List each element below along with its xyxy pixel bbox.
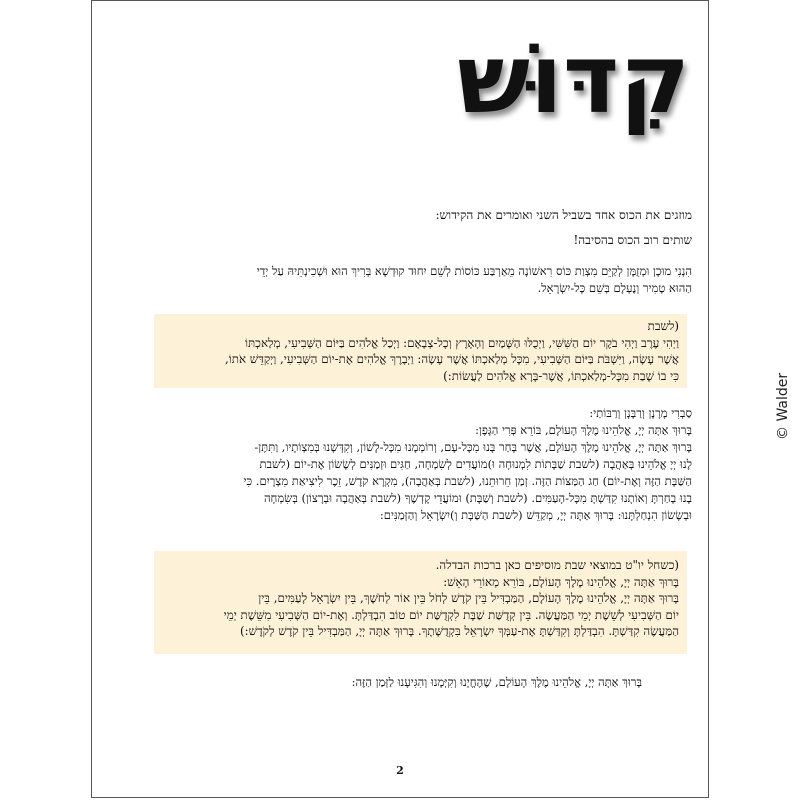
preparation-line-2: הַהוּא טָמִיר וְנֶעְלָם בְּשֵׁם כָּל-יִשְׂרָאֵל. — [537, 281, 692, 295]
kiddush-paragraph — [104, 405, 692, 524]
copyright-text: © Walder — [775, 372, 791, 440]
havdalah-heading: (כשחל יו"ט במוצאי שבת מוסיפים כאן ברכות הבדלה. — [435, 558, 679, 572]
kiddush-line-3: בָּרוּךְ אַתָּה יְיָ, אֱלֹהֵינוּ מֶלֶךְ הָעוֹלָם, אֲשֶׁר בָּחַר בָּנוּ מִכָּל-עָם, וְרוֹמְמָנוּ מִכָּל-לָשׁוֹן, וְקִדְּשָׁנוּ בְּמִצְוֹתָיו, וַתִּתֶּן- — [254, 440, 692, 454]
instructions — [108, 207, 692, 249]
page-number: 2 — [396, 764, 404, 777]
kiddush-line-5: הַשַּׁבָּת הַזֶּה וְאֶת-יוֹם) חַג הַמַּצּוֹת הַזֶּה. זְמַן חֵרוּתֵנוּ, (לשבת בְּאַהֲבָה), מִקְרָא קֹדֶשׁ, זֵכֶר לִיצִיאַת מִצְרָיִם. כִּי — [243, 474, 692, 488]
page-title: קִדּוּשׁ — [457, 23, 690, 135]
document-page — [91, 0, 709, 798]
shabbat-heading: (לשבת — [647, 319, 679, 333]
kiddush-line-7: וּבְשָׂשׂוֹן הִנְחַלְתָּנוּ: בָּרוּךְ אַתָּה יְיָ, מְקַדֵּשׁ (לשבת הַשַּׁבָּת וְ)יִשְׂרָאֵל וְהַזְּמַנִּים: — [379, 508, 692, 522]
preparation-line-1: הִנְנִי מוּכָן וּמְזֻמָּן לְקַיֵּם מִצְוַת כּוֹס רִאשׁוֹנָה מֵאַרְבַּע כּוֹסוֹת לְשֵׁם יִחוּד קוּדְשָׁא בְּרִיךְ הוּא וּשְׁכִינְתֵּיהּ עַל יְדֵי — [256, 264, 692, 278]
shehecheyanu-line: בָּרוּךְ אַתָּה יְיָ, אֱלֹהֵינוּ מֶלֶךְ הָעוֹלָם, שֶׁהֶחֱיָנוּ וְקִיְּמָנוּ וְהִגִּיעָנוּ לַזְּמַן הַזֶּה: — [351, 675, 642, 689]
havdalah-line-1: בָּרוּךְ אַתָּה יְיָ, אֱלֹהֵינוּ מֶלֶךְ הָעוֹלָם, בּוֹרֵא מְאוֹרֵי הָאֵשׁ: — [443, 574, 679, 589]
kiddush-line-4: לָנוּ יְיָ אֱלֹהֵינוּ בְּאַהֲבָה (לשבת שַׁבָּתוֹת לִמְנוּחָה וּ)מוֹעֲדִים לְשִׂמְחָה, חַגִּים וּזְמַנִּים לְשָׂשׂוֹן אֶת-יוֹם (לשבת — [259, 457, 692, 471]
shabbat-line-2: אֲשֶׁר עָשָׂה, וַיִּשְׁבֹּת בַּיּוֹם הַשְּׁבִיעִי, מִכָּל מְלַאכְתּוֹ אֲשֶׁר עָשָׂה: וַיְבָרֶךְ אֱלֹהִים אֶת-יוֹם הַשְּׁבִיעִי, וַיְקַדֵּשׁ אֹתוֹ, — [225, 352, 679, 366]
copyright-notice — [770, 345, 800, 445]
havdalah-box — [154, 551, 687, 654]
havdalah-line-4: הַמַּעֲשֶׂה קִדַּשְׁתָּ. הִבְדַּלְתָּ וְקִדַּשְׁתָּ אֶת-עַמְּךָ יִשְׂרָאֵל בִּקְדֻשָּׁתֶךָ. בָּרוּךְ אַתָּה יְיָ, הַמַּבְדִּיל בֵּין קֹדֶשׁ לְקֹדֶשׁ:) — [240, 624, 679, 638]
instruction-line-1: מוזגים את הכוס אחד בשביל השני ואומרים את הקידוש: — [435, 208, 692, 222]
preparation-paragraph — [106, 263, 692, 297]
kiddush-line-6: בָנוּ בָחַרְתָּ וְאוֹתָנוּ קִדַּשְׁתָּ מִכָּל-הָעַמִּים. (לשבת וְשַׁבָּת) וּמוֹעֲדֵי קָדְשֶׁךָ (לשבת בְּאַהֲבָה וּבְרָצוֹן) בְּשִׂמְחָה — [263, 491, 692, 505]
havdalah-line-3: יוֹם הַשְּׁבִיעִי לְשֵׁשֶׁת יְמֵי הַמַּעֲשֶׂה. בֵּין קְדֻשַּׁת שַׁבָּת לִקְדֻשַּׁת יוֹם טוֹב הִבְדַּלְתָּ. וְאֶת-יוֹם הַשְּׁבִיעִי מִשֵּׁשֶׁת יְמֵי — [223, 607, 679, 622]
instruction-line-2: שותים רוב הכוס בהסיבה! — [573, 233, 692, 247]
shabbat-box — [154, 314, 687, 388]
havdalah-line-2: בָּרוּךְ אַתָּה יְיָ, אֱלֹהֵינוּ מֶלֶךְ הָעוֹלָם, הַמַּבְדִּיל בֵּין קֹדֶשׁ לְחֹל בֵּין אוֹר לְחֹשֶׁךְ, בֵּין יִשְׂרָאֵל לָעַמִּים, בֵּין — [258, 591, 679, 605]
shabbat-line-3: כִּי בוֹ שָׁבַת מִכָּל-מְלַאכְתּוֹ, אֲשֶׁר-בָּרָא אֱלֹהִים לַעֲשׂוֹת:) — [443, 368, 679, 383]
shabbat-line-1: וַיְהִי עֶרֶב וַיְהִי בֹקֶר יוֹם הַשִּׁשִּׁי, וַיְכֻלּוּ הַשָּׁמַיִם וְהָאָרֶץ וְכָל-צְבָאָם: וַיְכַל אֱלֹהִים בַּיּוֹם הַשְּׁבִיעִי, מְלַאכְתּוֹ — [244, 335, 679, 350]
kiddush-line-2: בָּרוּךְ אַתָּה יְיָ, אֱלֹהֵינוּ מֶלֶךְ הָעוֹלָם, בּוֹרֵא פְּרִי הַגָּפֶן: — [475, 423, 692, 437]
shehecheyanu-paragraph — [106, 674, 642, 691]
kiddush-line-1: סַבְרִי מָרָנָן וְרַבָּנָן וְרַבּוֹתַי: — [589, 406, 692, 420]
